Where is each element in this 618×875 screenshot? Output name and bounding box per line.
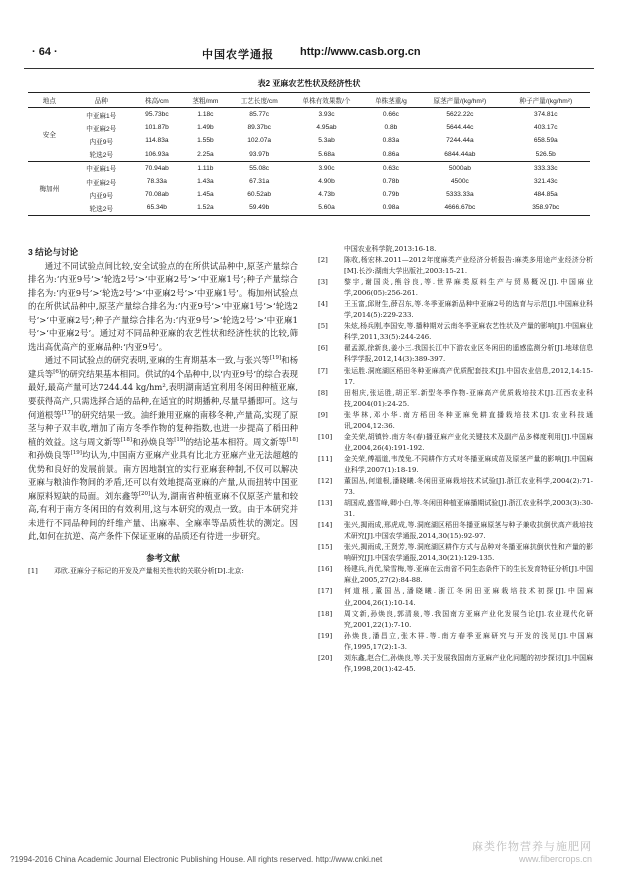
table-cell: 67.31a xyxy=(249,178,270,186)
table-cell: 中亚麻1号 xyxy=(86,166,117,174)
table-cell: 95.73bc xyxy=(145,111,169,119)
text-span: 通过不同试验点的研究表明,亚麻的生育期基本一致,与张兴等 xyxy=(44,355,270,366)
reference-text: 何道根,董国丛,潘晓曦.浙江冬闲田亚麻栽培技术初探[J].中国麻业,2004,26(1):10-14. xyxy=(344,587,593,607)
reference-number: [18] xyxy=(318,609,333,618)
reference-text: 金关荣,胡镇铃.南方冬(春)播亚麻产业化关键技术及副产品多梯度利用[J].中国麻业,2004,26(4):191-192. xyxy=(344,432,593,452)
reference-item xyxy=(318,388,593,410)
location-cell: 安全 xyxy=(42,132,56,140)
citation[interactable]: [18] xyxy=(120,436,133,443)
reference-number: [11] xyxy=(318,454,333,463)
table-cell: 0.86a xyxy=(382,150,400,158)
text-span: 和杨建兵等 xyxy=(28,355,298,379)
table-cell: 101.87b xyxy=(144,124,169,132)
table-cell: 5000ab xyxy=(448,164,471,172)
table-cell: 114.83a xyxy=(145,137,169,145)
reference-number: [5] xyxy=(318,322,328,331)
reference-item xyxy=(318,653,593,675)
citation[interactable]: [19] xyxy=(269,355,282,362)
table-cell: 333.33c xyxy=(534,164,558,172)
table-cell: 轮选2号 xyxy=(89,205,113,213)
table-cell: 1.52a xyxy=(197,204,214,212)
journal-url[interactable]: http://www.casb.org.cn xyxy=(300,46,421,58)
watermark xyxy=(472,838,592,864)
table-cell: 0.79b xyxy=(382,191,400,199)
table-cell: 403.17c xyxy=(534,124,558,132)
table-cell: 0.66c xyxy=(382,111,399,119)
reference-item xyxy=(318,299,593,321)
references-title: 参考文献 xyxy=(146,553,180,564)
text-span: 和孙焕良等 xyxy=(132,436,175,447)
table-cell: 1.45a xyxy=(197,191,214,199)
reference-text: 胡国成,盛雪峰,卿小白,等.冬闲田种植亚麻播期试验[J].浙江农业科学,2003(3):30-31. xyxy=(344,499,593,519)
table-cell: 358.97bc xyxy=(532,204,560,212)
reference-number: [13] xyxy=(318,499,333,508)
reference-item xyxy=(318,564,593,586)
reference-number: [17] xyxy=(318,587,333,596)
table-cell: 5644.44c xyxy=(446,124,474,132)
reference-item xyxy=(318,631,593,653)
table-cell: 5.68a xyxy=(318,150,335,158)
table-cell: 5333.33a xyxy=(446,191,474,199)
reference-number: [2] xyxy=(318,256,328,265)
table-cell: 1.18c xyxy=(197,111,214,119)
table-cell: 55.08c xyxy=(249,164,270,172)
watermark-url: www.fibercrops.cn xyxy=(518,854,592,864)
reference-number: [15] xyxy=(318,543,333,552)
header-cell: 茎粗/mm xyxy=(192,98,219,105)
table-row xyxy=(28,121,590,134)
table-cell: 658.59a xyxy=(533,137,558,145)
reference-item xyxy=(28,566,298,577)
page-number: · 64 · xyxy=(32,46,58,58)
table-cell: 102.07a xyxy=(247,137,272,145)
reference-number: [19] xyxy=(318,631,333,640)
table-cell: 4666.67bc xyxy=(444,204,476,212)
reference-number: [4] xyxy=(318,300,328,309)
reference-text: 杨建兵,肖优,梁雪梅,等.亚麻在云南省不同生态条件下的生长发育特征分析[J].中国麻业,2005,27(2):84-88. xyxy=(344,565,593,585)
reference-item xyxy=(318,609,593,631)
table-cell: 中亚麻1号 xyxy=(86,112,117,120)
header-cell: 单株有效果数/个 xyxy=(302,98,351,105)
table-cell: 3.93c xyxy=(318,111,335,119)
right-column xyxy=(318,244,593,675)
reference-text: 张华林,邓小华.南方稻田冬种亚麻免耕直播栽培技术[J].农业科技通讯,2004,12:36. xyxy=(344,410,593,430)
reference-text: 刘东鑫,赵合仁,孙焕良,等.关于发展我国南方亚麻产业化问题的初步探讨[J].中国麻作,1998,20(1):42-45. xyxy=(344,653,593,673)
reference-text: 张兴,揭雨成,王贤芳,等.洞庭湖区耕作方式与品种对冬播亚麻抗倒伏性和产量的影响研究[J].中国农学通报,2014,30(21):129-135. xyxy=(344,543,593,563)
table-caption: 表2 亚麻农艺性状及经济性状 xyxy=(257,79,361,88)
table-cell: 3.90c xyxy=(318,164,335,172)
table-cell: 60.52ab xyxy=(247,191,272,199)
header-cell: 株高/cm xyxy=(144,98,169,105)
reference-text: 张兴,揭雨成,邢虎成,等.洞庭湖区稻田冬播亚麻原茎与种子兼收抗倒伏高产栽培技术研究[J].中国农学通报,2014,30(15):92-97. xyxy=(344,521,593,541)
text-span: 和孙焕良等 xyxy=(28,450,71,461)
table-cell: 0.78b xyxy=(382,178,400,186)
reference-text: 黎宇,谢国炎,熊谷良,等.世界麻类原料生产与贸易概况[J].中国麻业学,2006(05):256-261. xyxy=(344,278,593,298)
reference-item xyxy=(318,520,593,542)
reference-item xyxy=(318,321,593,343)
reference-item xyxy=(318,454,593,476)
table-cell: 5.60a xyxy=(318,204,335,212)
reference-text: 金关荣,傅福道,韦茂兔.不同耕作方式对冬播亚麻成苗及原茎产量的影响[J].中国麻业科学,2007(1):18-19. xyxy=(344,454,593,474)
text-span: 均认为,中国南方亚麻产业具有比北方亚麻产业无法超越的优势和良好的发展前景。南方因地制宜的实行亚麻套种制,不仅可以解决亚麻与粮油作物间的矛盾,还可以有效地提高亚麻的产量,从而扭转中国亚麻原料短缺的局面。刘东鑫等 xyxy=(28,450,298,501)
table-cell: 内亚9号 xyxy=(89,138,113,146)
table-cell: 4.90b xyxy=(318,178,335,186)
text-span: 的研究结果基本相同。供试的4个品种中,以‘内亚9号’的综合表现最好,最高产量可达7244.44 kg/hm²,表明湖南适宜利用冬闲田种植亚麻,要获得高产,只需选择合适的品种,在适宜的时期播种,尽量早播即可。这与何道根等 xyxy=(28,368,298,420)
reference-text: 孙焕良,潘昌立,张木祥.等.南方春季亚麻研究与开发的浅见[J].中国麻作,1995,17(2):1-3. xyxy=(344,631,593,651)
watermark-text: 麻类作物营养与施肥网 xyxy=(472,841,592,853)
reference-number: [3] xyxy=(318,278,328,287)
reference-number: [12] xyxy=(318,476,333,485)
reference-text: 翟孟源,徐新良,姜小三.我国长江中下游农业区冬闲田的遥感监测分析[J].地球信息科学学报,2012,14(3):389-397. xyxy=(344,344,593,364)
reference-item xyxy=(318,343,593,365)
table-cell: 4500c xyxy=(450,178,469,186)
table-cell: 70.08ab xyxy=(144,191,169,199)
citation[interactable]: [20] xyxy=(138,491,151,498)
table-cell: 5622.22c xyxy=(446,111,474,119)
table-row xyxy=(28,108,590,122)
text-span: 认为,湖南省种植亚麻不仅原茎产量和较高,有利于南方冬闲田的有效利用,这与本研究的观点一致。由于本研究并未进行不同品种间的纤维产量、出麻率、全麻率等品质性状的测定。因此,如何在抗逆、高产条件下保证亚麻的品质还有待进一步研究。 xyxy=(28,490,298,542)
reference-number: [14] xyxy=(318,521,333,530)
reference-number: [1] xyxy=(28,566,38,575)
table-row xyxy=(28,188,590,201)
journal-title: 中国农学通报 xyxy=(202,48,274,61)
table-cell: 7244.44a xyxy=(446,137,474,145)
citation[interactable]: [18] xyxy=(286,436,299,443)
table-cell: 4.95ab xyxy=(316,124,337,132)
reference-item xyxy=(318,432,593,454)
reference-item xyxy=(318,586,593,608)
reference-item xyxy=(318,366,593,388)
citation[interactable]: [19] xyxy=(70,450,82,457)
reference-item xyxy=(318,277,593,299)
citation[interactable]: [19] xyxy=(174,436,186,443)
table-cell: 70.94ab xyxy=(144,164,169,172)
reference-number: [10] xyxy=(318,432,333,441)
table-cell: 中亚麻2号 xyxy=(86,179,117,187)
header-cell: 种子产量/(kg/hm²) xyxy=(519,98,573,105)
reference-text: 王玉富,邱财生,薛召东,等.冬季亚麻新品种中亚麻2号的选育与示范[J].中国麻业科学,2014(5):229-233. xyxy=(344,300,593,320)
reference-item xyxy=(318,244,593,255)
text-span: 的研究结果一致。油纤兼用亚麻的南移冬种,产量高,实现了原茎与种子双丰收,增加了南方冬季作物的复种指数,也进一步提高了稻田种植的效益。这与周文新等 xyxy=(28,409,298,447)
page-header xyxy=(24,46,594,64)
citation[interactable]: [17] xyxy=(61,409,74,416)
header-cell: 原茎产量/(kg/hm²) xyxy=(433,98,487,105)
table-cell: 59.49b xyxy=(249,204,270,212)
left-column xyxy=(28,246,298,577)
section-title: 3 结论与讨论 xyxy=(28,247,79,257)
reference-number: [16] xyxy=(318,565,333,574)
header-cell: 地点 xyxy=(42,98,56,105)
table-cell: 0.63c xyxy=(382,164,399,172)
table-row xyxy=(28,201,590,215)
table-row xyxy=(28,134,590,147)
table-cell: 1.55b xyxy=(197,137,214,145)
table-cell: 内亚9号 xyxy=(89,192,113,200)
reference-number: [20] xyxy=(318,653,333,662)
reference-text: 田相庆,张运胜,胡正军.新型冬季作物-亚麻高产优质栽培技术[J].江西农业科技,2004(01):24-25. xyxy=(344,388,593,408)
text-span: 的结论基本相符。周文新等 xyxy=(185,436,287,447)
table-cell: 106.93a xyxy=(144,150,169,158)
reference-text: 董国丛,何道根,潘晓曦.冬闲田亚麻栽培技术试验[J].浙江农业科学,2004(2):71-73. xyxy=(344,476,593,497)
table-cell: 484.85a xyxy=(533,191,558,199)
table-cell: 374.81c xyxy=(534,111,558,119)
reference-number: [7] xyxy=(318,366,328,375)
table-row xyxy=(28,148,590,162)
table-cell: 78.33a xyxy=(146,178,167,186)
reference-number: [9] xyxy=(318,410,328,419)
reference-number: [8] xyxy=(318,388,328,397)
table-cell: 526.5b xyxy=(535,150,556,158)
table-row xyxy=(28,161,590,175)
reference-text: 陈收,杨宏林.2011—2012年度麻类产业经济分析报告:麻类多用途产业经济分析[M].长沙:湖南大学出版社,2003:15-21. xyxy=(344,256,593,276)
reference-item xyxy=(318,410,593,432)
reference-item xyxy=(318,542,593,564)
table-cell: 321.43c xyxy=(534,178,558,186)
table-cell: 0.8b xyxy=(384,124,398,132)
header-cell: 工艺长度/cm xyxy=(240,98,278,105)
reference-item xyxy=(318,255,593,277)
table-cell: 6844.44ab xyxy=(444,150,476,158)
table-cell: 2.25a xyxy=(197,150,214,158)
reference-item xyxy=(318,498,593,520)
reference-item xyxy=(318,476,593,498)
table-cell: 轮选2号 xyxy=(89,152,113,160)
table-cell: 0.83a xyxy=(382,137,400,145)
reference-text: 邓欣.亚麻分子标记的开发及产量相关性状的关联分析[D].北京: xyxy=(54,566,244,575)
table-cell: 85.77c xyxy=(249,111,270,119)
table-cell: 5.3ab xyxy=(318,137,335,145)
citation[interactable]: [6] xyxy=(53,369,61,376)
header-rule xyxy=(24,68,594,69)
table-cell: 1.49b xyxy=(197,124,214,132)
table-cell: 1.11b xyxy=(197,164,214,172)
table-header-row xyxy=(28,93,590,108)
location-cell: 梅加州 xyxy=(39,186,60,194)
reference-text: 朱炫,杨兵刚,李国安,等.播种期对云南冬季亚麻农艺性状及产量的影响[J].中国麻业科学,2011,33(5):244-246. xyxy=(344,322,593,342)
table-cell: 1.43a xyxy=(197,178,214,186)
paragraph-1: 通过不同试验点间比较,安全试验点的在所供试品种中,原茎产量综合排名为:‘内亚9号’>‘轮选2号’>‘中亚麻2号’>‘中亚麻1号’;种子产量综合排名为:‘内亚9号’>‘轮选2号’>‘中亚麻2号’>‘中亚麻1号’。梅加州试验点的在所供试品种中,原茎产量综合排名为:‘内亚9号’>‘中亚麻1号’>‘轮选2号’>‘中亚麻2号’;种子产量综合排名为:‘内亚9号’>‘轮选2号’>‘中亚麻1号’>‘中亚麻2号’。通过对不同品种亚麻的农艺性状和经济性状的比较,筛选出高优高产的亚麻品种:‘内亚9号’。 xyxy=(28,260,298,352)
table-cell: 65.34b xyxy=(146,204,167,212)
table-cell: 93.97b xyxy=(249,150,270,158)
header-cell: 品种 xyxy=(94,98,108,105)
table-cell: 4.73b xyxy=(318,191,335,199)
table-row xyxy=(28,175,590,188)
reference-text: 张运胜.洞庭湖区稻田冬种亚麻高产优质配套技术[J].中国农业信息,2012,14:15-17. xyxy=(344,366,593,386)
table-cell: 0.98a xyxy=(382,204,400,212)
data-table xyxy=(28,92,590,216)
table-cell: 中亚麻2号 xyxy=(86,125,117,133)
table-cell: 89.37bc xyxy=(247,124,271,132)
reference-number: [6] xyxy=(318,344,328,353)
header-cell: 单株茎重/g xyxy=(374,98,407,105)
reference-text: 周文新,孙焕良,郭清泉,等.我国南方亚麻产业化发展刍论[J].农业现代化研究,2001,22(1):7-10. xyxy=(344,609,593,629)
reference-text: 中国农业科学院,2013:16-18. xyxy=(344,245,437,253)
paragraph-2 xyxy=(28,354,298,544)
copyright-footer: ?1994-2016 China Academic Journal Electronic Publishing House. All rights reserved. http://www.cnki.net xyxy=(10,855,383,864)
